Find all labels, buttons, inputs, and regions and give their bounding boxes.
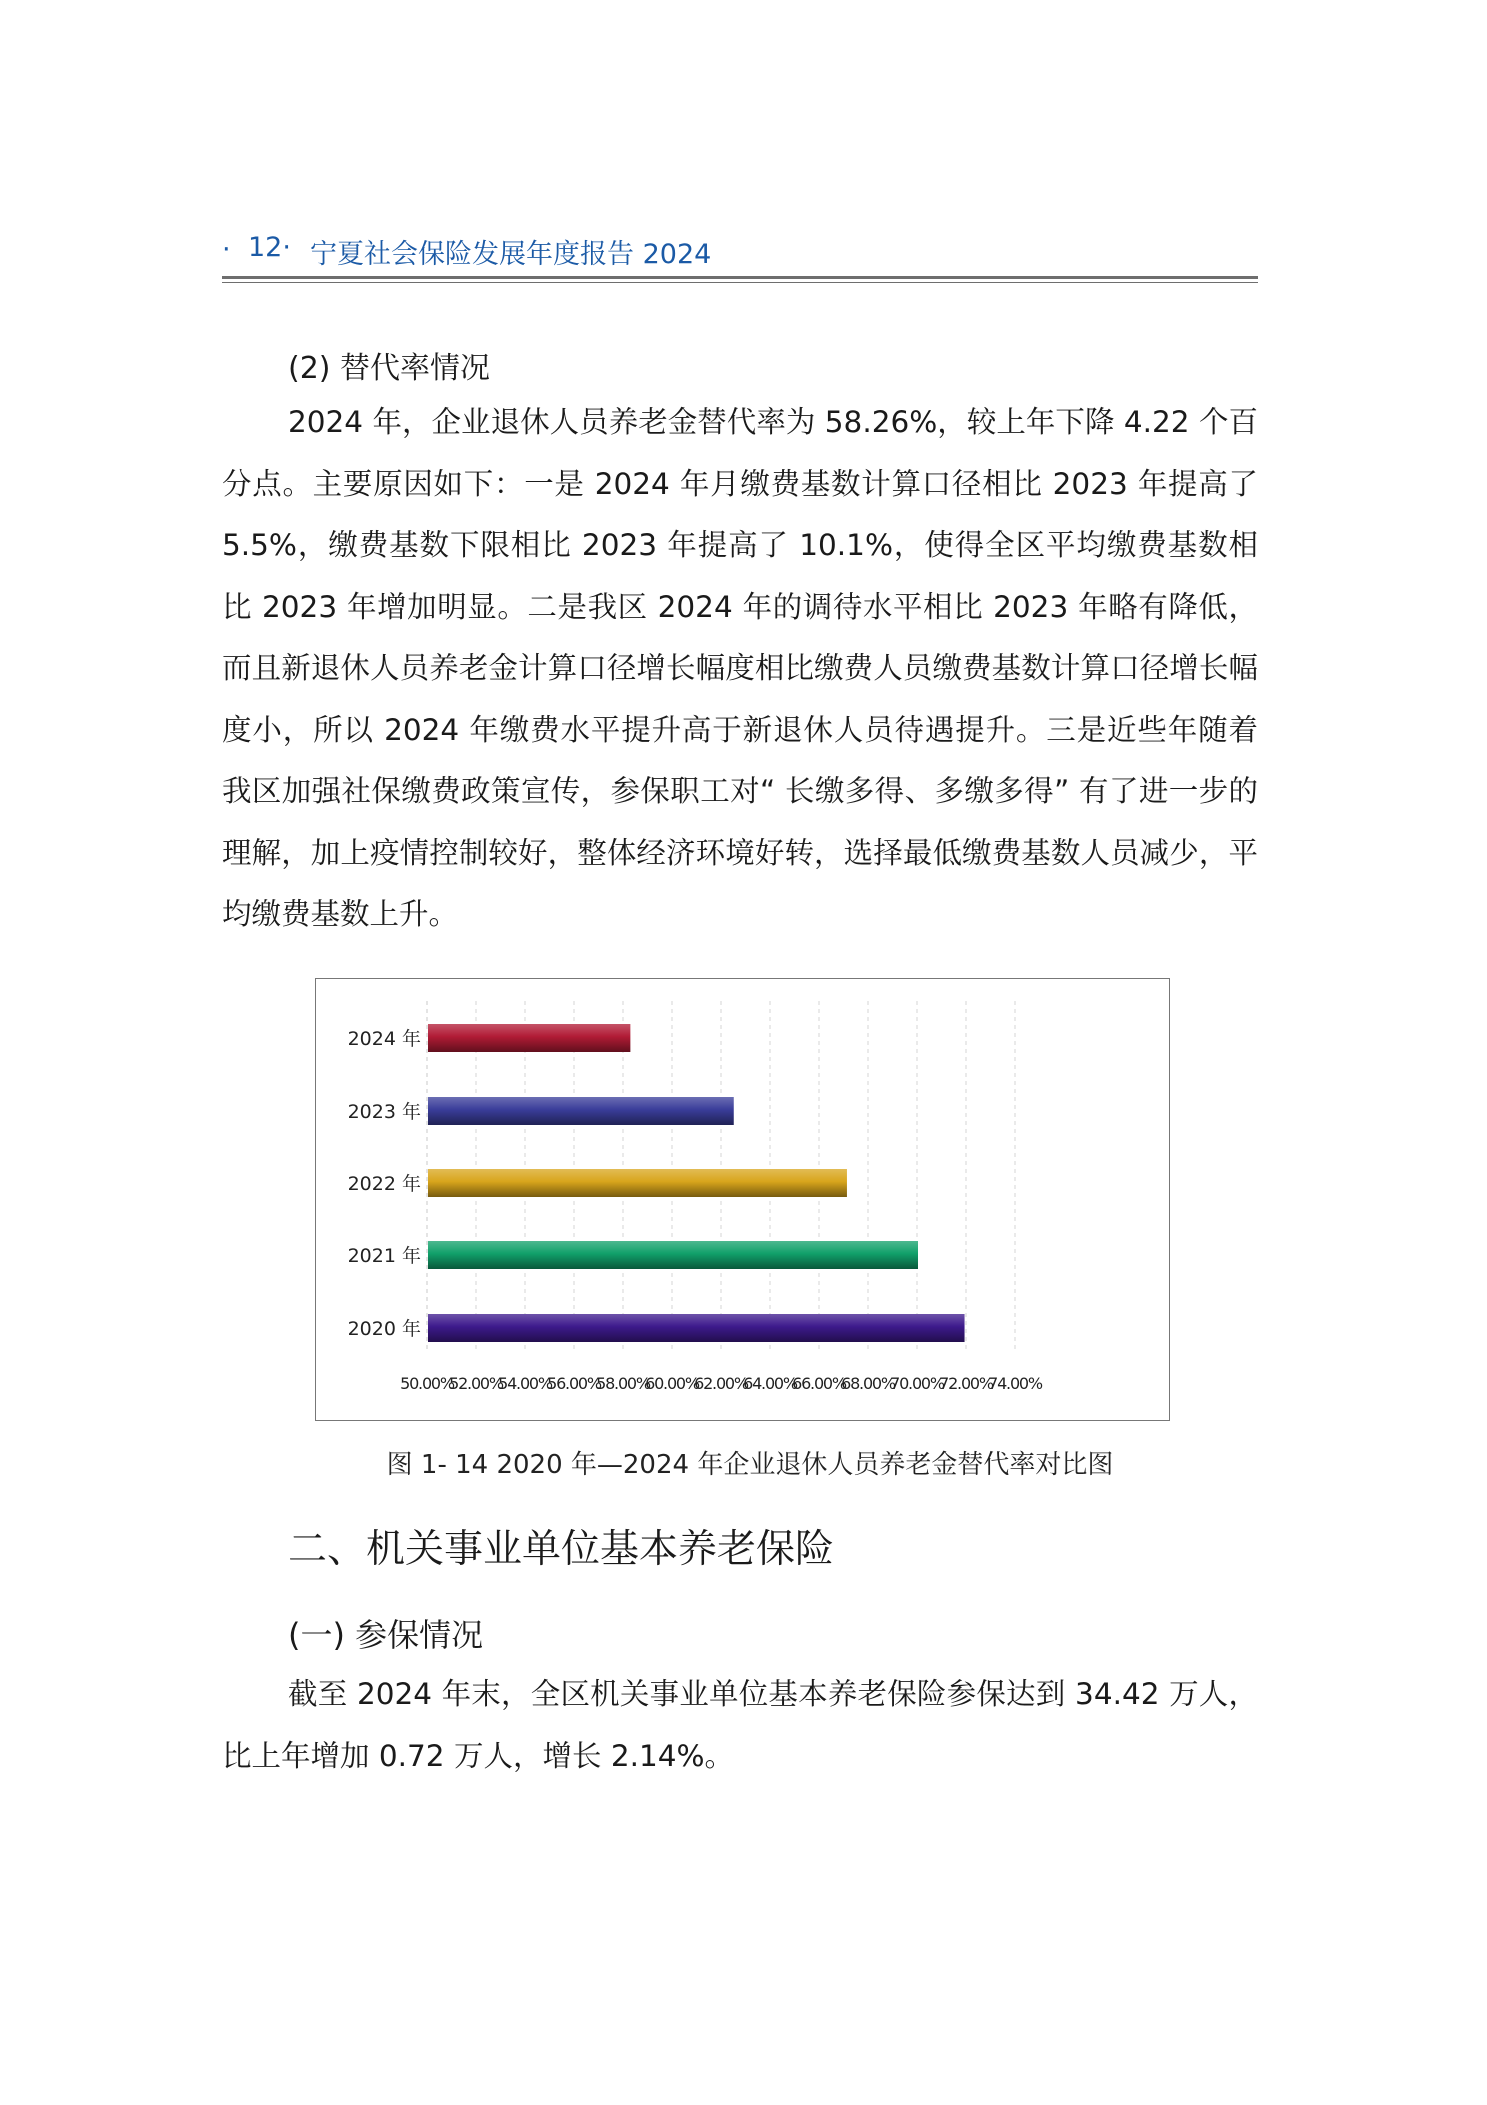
category-label: 2021 年 bbox=[347, 1245, 421, 1267]
replacement-rate-chart bbox=[315, 978, 1170, 1421]
subsection-heading-enrollment: (一) 参保情况 bbox=[288, 1616, 484, 1654]
x-tick-label: 64.00% bbox=[743, 1374, 797, 1393]
x-tick-label: 62.00% bbox=[694, 1374, 748, 1393]
x-tick-label: 68.00% bbox=[841, 1374, 895, 1393]
category-label: 2023 年 bbox=[347, 1101, 421, 1123]
paragraph-replacement-rate: 2024 年，企业退休人员养老金替代率为 58.26%，较上年下降 4.22 个百分点。主要原因如下：一是 2024 年月缴费基数计算口径相比 2023 年提高了 5.5%，缴费基数下限相比 2023 年提高了 10.1%，使得全区平均缴费基数相比 2023 年增加明显。二是我区 2024 年的调待水平相比 2023 年略有降低，而且新退休人员养老金计算口径增长幅度相比缴费人员缴费基数计算口径增长幅度小，所以 2024 年缴费水平提升高于新退休人员待遇提升。三是近些年随着我区加强社保缴费政策宣传，参保职工对“ 长缴多得、多缴多得” 有了进一步的理解，加上疫情控制较好，整体经济环境好转，选择最低缴费基数人员减少，平均缴费基数上升。 bbox=[222, 405, 1258, 931]
header-rule-thin bbox=[222, 282, 1258, 283]
page-number: 12· bbox=[248, 232, 291, 263]
bar-2022 bbox=[428, 1169, 847, 1197]
paragraph-enrollment: 截至 2024 年末，全区机关事业单位基本养老保险参保达到 34.42 万人，比上年增加 0.72 万人，增长 2.14%。 bbox=[222, 1677, 1258, 1773]
bar-2023 bbox=[428, 1097, 734, 1125]
x-tick-label: 72.00% bbox=[939, 1374, 993, 1393]
x-tick-label: 58.00% bbox=[596, 1374, 650, 1393]
header-dot: · bbox=[222, 234, 231, 265]
subsection-heading-replacement-rate: (2) 替代率情况 bbox=[288, 351, 491, 386]
category-label: 2024 年 bbox=[347, 1028, 421, 1050]
section-heading-institutions-pension: 二、机关事业单位基本养老保险 bbox=[288, 1527, 835, 1572]
chart-svg bbox=[316, 979, 1171, 1422]
figure-caption: 图 1- 14 2020 年—2024 年企业退休人员养老金替代率对比图 bbox=[386, 1450, 1114, 1480]
x-tick-label: 74.00% bbox=[988, 1374, 1042, 1393]
category-label: 2022 年 bbox=[347, 1173, 421, 1195]
x-tick-label: 52.00% bbox=[449, 1374, 503, 1393]
x-tick-label: 66.00% bbox=[792, 1374, 846, 1393]
bar-2020 bbox=[428, 1314, 965, 1342]
report-title: 宁夏社会保险发展年度报告 2024 bbox=[310, 239, 712, 270]
x-tick-label: 54.00% bbox=[498, 1374, 552, 1393]
running-header bbox=[222, 232, 1258, 268]
category-label: 2020 年 bbox=[347, 1318, 421, 1340]
bar-2024 bbox=[428, 1024, 630, 1052]
header-rule-thick bbox=[222, 276, 1258, 279]
x-tick-label: 60.00% bbox=[645, 1374, 699, 1393]
bar-2021 bbox=[428, 1241, 918, 1269]
x-tick-label: 56.00% bbox=[547, 1374, 601, 1393]
x-tick-label: 70.00% bbox=[890, 1374, 944, 1393]
x-tick-label: 50.00% bbox=[400, 1374, 454, 1393]
